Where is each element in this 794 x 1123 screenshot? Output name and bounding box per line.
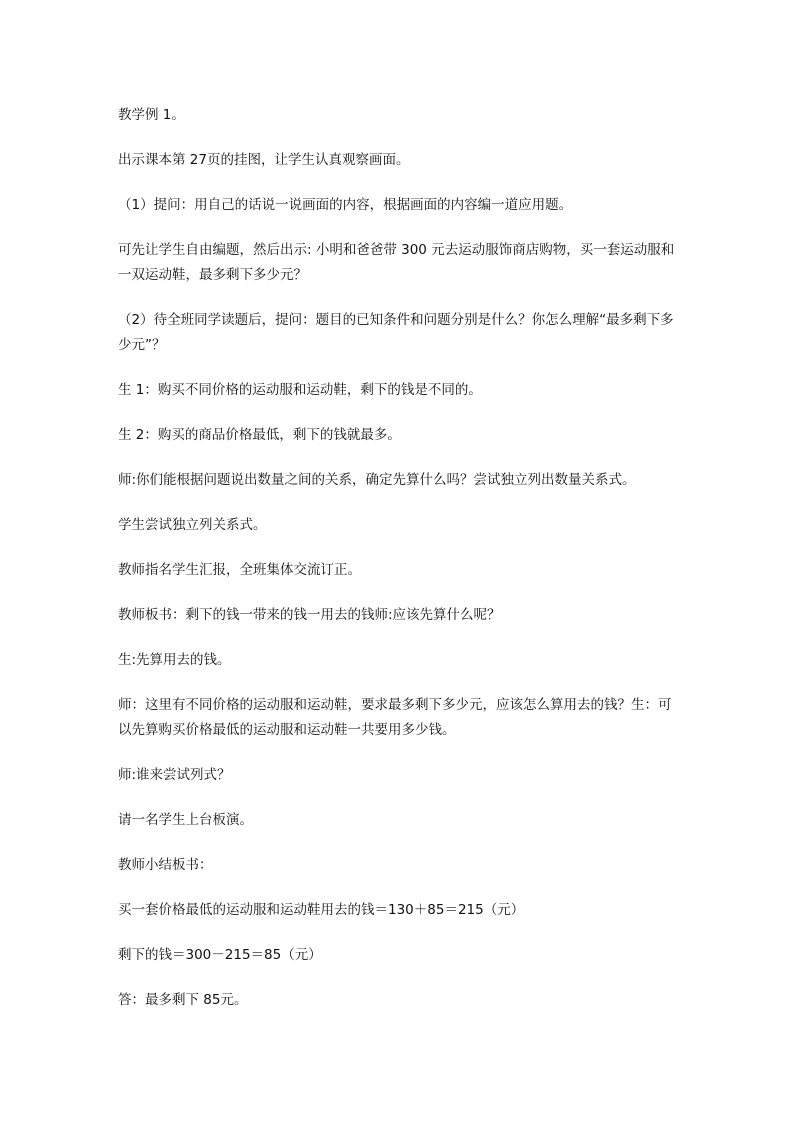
paragraph-teacher-question: 师：这里有不同价格的运动服和运动鞋，要求最多剩下多少元，应该怎么算用去的钱？生：可以先算购买价格最低的运动服和运动鞋一共要用多少钱。 xyxy=(118,697,672,738)
paragraph-who-tries: 师:谁来尝试列式？ xyxy=(118,767,231,783)
paragraph-question-1: （1）提问：用自己的话说一说画面的内容，根据画面的内容编一道应用题。 xyxy=(118,197,573,213)
paragraph-students-try: 学生尝试独立列关系式。 xyxy=(118,517,267,533)
paragraph-board-writing: 教师板书：剩下的钱一带来的钱一用去的钱师:应该先算什么呢？ xyxy=(118,607,501,623)
paragraph-equation-spent: 买一套价格最低的运动服和运动鞋用去的钱＝130＋85＝215（元） xyxy=(118,902,525,918)
paragraph-student-2: 生 2：购买的商品价格最低，剩下的钱就最多。 xyxy=(118,427,401,443)
paragraph-summary-heading: 教师小结板书： xyxy=(118,857,213,873)
paragraph-teacher-relation: 师:你们能根据问题说出数量之间的关系，确定先算什么吗？尝试独立列出数量关系式。 xyxy=(118,472,636,488)
paragraph-student-1: 生 1：购买不同价格的运动服和运动鞋，剩下的钱是不同的。 xyxy=(118,382,482,398)
paragraph-board-demo: 请一名学生上台板演。 xyxy=(118,812,253,828)
paragraph-example-title: 教学例 1。 xyxy=(118,107,185,123)
paragraph-answer: 答：最多剩下 85元。 xyxy=(118,992,248,1008)
paragraph-report: 教师指名学生汇报，全班集体交流订正。 xyxy=(118,562,361,578)
paragraph-question-2: （2）待全班同学读题后，提问：题目的已知条件和问题分别是什么？你怎么理解“最多剩下多少元”？ xyxy=(118,312,674,353)
paragraph-student-answer: 生:先算用去的钱。 xyxy=(118,652,231,668)
paragraph-show-picture: 出示课本第 27页的挂图，让学生认真观察画面。 xyxy=(118,152,410,168)
document-body xyxy=(118,103,678,1033)
paragraph-equation-remaining: 剩下的钱＝300－215＝85（元） xyxy=(118,947,322,963)
paragraph-word-problem: 可先让学生自由编题，然后出示: 小明和爸爸带 300 元去运动服饰商店购物，买一套运动服和一双运动鞋，最多剩下多少元？ xyxy=(118,242,675,283)
